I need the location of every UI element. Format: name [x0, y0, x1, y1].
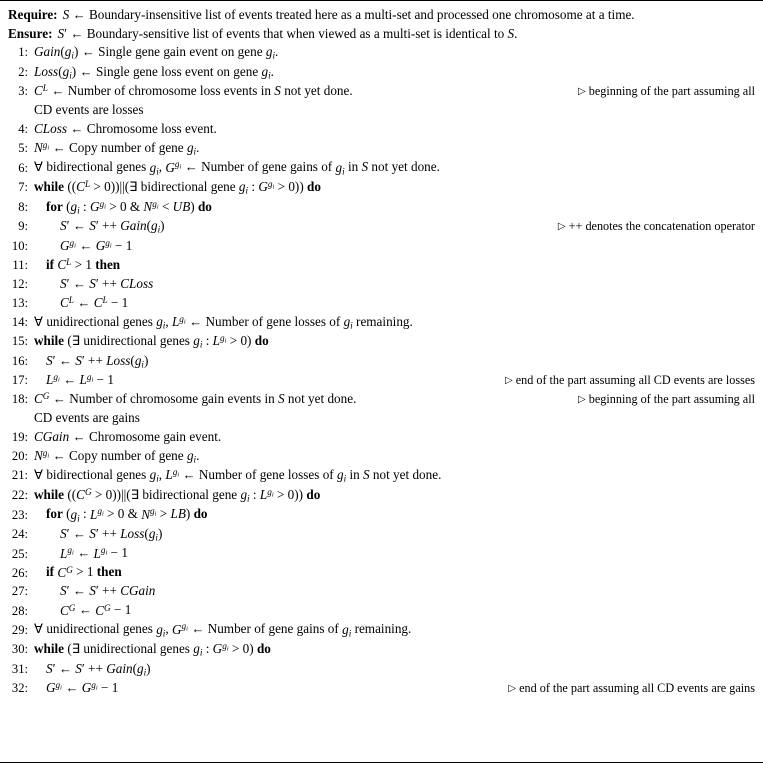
line-number: 15: [11, 334, 28, 349]
line-body: S′ ← $S' ++ Gain(g_i)$ [60, 218, 165, 235]
algorithm-line [8, 82, 755, 101]
algorithm-line [8, 294, 755, 313]
line-comment: ▷ beginning of the part assuming all [578, 84, 755, 99]
line-body: $G^{g_i}$ ← $G^{g_i} - 1$ [60, 237, 133, 253]
ensure-line [8, 25, 755, 44]
require-line [8, 6, 755, 25]
line-number: 31: [11, 661, 28, 676]
line-comment: ▷ beginning of the part assuming all [578, 392, 755, 407]
algorithm-line [8, 505, 755, 525]
line-number: 16: [11, 353, 28, 368]
line-number: 25: [11, 546, 28, 561]
line-body: $L^{g_i}$ ← $L^{g_i} - 1$ [60, 545, 128, 561]
line-body: $N^{g_i}$ ← Copy number of gene $g_i$. [34, 139, 200, 157]
line-number: 18: [11, 392, 28, 407]
algorithm-line [8, 198, 755, 218]
line-number: 32: [11, 681, 28, 696]
algorithm-line [8, 237, 755, 256]
line-body: $G^{g_i}$ ← $G^{g_i} - 1$ [46, 679, 119, 696]
line-number: 30: [11, 642, 28, 657]
line-number: 26: [11, 565, 28, 580]
line-comment: ▷ ++ denotes the concatenation operator [557, 219, 755, 234]
line-body: while (∃ unidirectional genes $g_i$ : $G^{g_i} > 0$) do [34, 640, 271, 658]
algorithm-line [8, 390, 755, 409]
line-body: CD events are gains [34, 410, 140, 426]
line-number: 24: [11, 527, 28, 541]
algorithm-line [8, 178, 755, 198]
algorithm-line [8, 428, 755, 447]
line-body: $N^{g_i}$ ← Copy number of gene $g_i$. [34, 447, 200, 465]
line-body: ∀ unidirectional genes $g_i$, $G^{g_i}$ ← Number of gene gains of $g_i$ remaining. [34, 621, 412, 638]
line-body: S′ ← S′ ++ CGain [60, 583, 156, 599]
algorithm-line [8, 466, 755, 486]
algorithm-line [8, 352, 755, 371]
line-body: S′ ← $S' ++ Gain(g_i)$ [46, 660, 151, 677]
line-body: while (($C^G$ > 0))||(∃ bidirectional gene $g_i$ : $L^{g_i} > 0$)) do [34, 486, 321, 504]
line-number: 1: [18, 45, 28, 60]
line-number: 27: [11, 584, 28, 599]
line-body: $C^L$ ← $C^L - 1$ [60, 294, 129, 310]
line-body: while (∃ unidirectional genes $g_i$ : $L^{g_i} > 0$) do [34, 333, 269, 350]
line-body: S′ ← S′ ++ CLoss [60, 275, 154, 291]
line-body: if $C^G > 1$ then [46, 564, 122, 580]
line-body: CD events are losses [34, 102, 144, 118]
line-number: 10: [11, 238, 28, 253]
algorithm-line [8, 158, 755, 178]
algorithm-line [8, 63, 755, 82]
line-body: S′ ← $S' ++ Loss(g_i)$ [60, 526, 163, 543]
line-body: ∀ bidirectional genes $g_i$, $L^{g_i}$ ← Number of gene losses of $g_i$ in S not yet done. [34, 467, 442, 484]
line-number: 5: [18, 141, 28, 156]
line-number: 21: [11, 468, 28, 483]
ensure-text: S′ ← Boundary-sensitive list of events that when viewed as a multi-set is identical to S. [57, 25, 518, 41]
line-body: ∀ unidirectional genes $g_i$, $L^{g_i}$ ← Number of gene losses of $g_i$ remaining. [34, 313, 413, 330]
line-body: $Loss(g_i)$ ← Single gene loss event on gene $g_i$. [34, 63, 274, 81]
algorithm-line [8, 660, 755, 679]
line-body: $L^{g_i}$ ← $L^{g_i} - 1$ [46, 372, 114, 388]
require-text: S ← Boundary-insensitive list of events treated here as a multi-set and processed one chromosome at a time. [62, 7, 635, 22]
line-number: 9: [18, 219, 28, 234]
algorithm-line [8, 332, 755, 352]
line-body: $C^L$ ← Number of chromosome loss events in S not yet done. [34, 83, 353, 99]
algorithm-line [8, 275, 755, 294]
line-body: for ($g_i$ : $L^{g_i} > 0$ & $N^{g_i} > LB$) do [46, 506, 208, 523]
line-number: 13: [11, 295, 28, 310]
line-body: if $C^L > 1$ then [46, 256, 121, 272]
algorithm-line [8, 601, 755, 620]
line-body: $C^G$ ← $C^G - 1$ [60, 602, 132, 618]
line-number: 6: [18, 160, 28, 175]
line-body: $Gain(g_i)$ ← Single gene gain event on gene $g_i$. [34, 44, 279, 61]
line-number: 8: [18, 199, 28, 214]
algorithm-line-continuation [8, 101, 755, 120]
algorithm-line [8, 120, 755, 139]
line-number: 3: [18, 84, 28, 99]
line-number: 19: [11, 429, 28, 444]
algorithm-line [8, 313, 755, 333]
line-body: for ($g_i$ : $G^{g_i} > 0$ & $N^{g_i} < UB$) do [46, 198, 212, 216]
line-number: 23: [11, 507, 28, 522]
algorithm-line [8, 371, 755, 390]
line-number: 14: [11, 314, 28, 329]
algorithm-line [8, 447, 755, 467]
algorithm-line [8, 43, 755, 62]
line-number: 7: [18, 180, 28, 195]
line-number: 29: [11, 622, 28, 637]
line-comment: ▷ end of the part assuming all CD events are losses [504, 373, 755, 388]
line-body: CLoss ← Chromosome loss event. [34, 121, 217, 137]
top-rule [0, 0, 763, 1]
line-body: while (($C^L$ > 0))||(∃ bidirectional gene $g_i$ : $G^{g_i} > 0$)) do [34, 179, 321, 196]
line-body: CGain ← Chromosome gain event. [34, 428, 222, 444]
line-number: 20: [11, 448, 28, 463]
algorithm-line [8, 640, 755, 660]
algorithm-line [8, 525, 755, 544]
algorithm-line [8, 544, 755, 563]
algorithm-line [8, 620, 755, 640]
algorithm-line-continuation [8, 409, 755, 428]
algorithm-line [8, 582, 755, 601]
line-number: 2: [18, 64, 28, 79]
algorithm-line [8, 139, 755, 159]
algorithm-line [8, 256, 755, 275]
ensure-label: Ensure: [8, 25, 53, 41]
algorithm-line [8, 679, 755, 698]
require-label: Require: [8, 7, 58, 22]
line-number: 22: [11, 488, 28, 503]
algorithm-line [8, 217, 755, 236]
line-body: $C^G$ ← Number of chromosome gain events in S not yet done. [34, 391, 357, 407]
line-number: 17: [11, 373, 28, 388]
line-number: 28: [11, 603, 28, 618]
algorithm-line [8, 486, 755, 506]
line-number: 12: [11, 276, 28, 291]
line-body: ∀ bidirectional genes $g_i$, $G^{g_i}$ ← Number of gene gains of $g_i$ in S not yet done. [34, 159, 440, 176]
line-comment: ▷ end of the part assuming all CD events are gains [508, 681, 755, 696]
line-number: 11: [12, 257, 28, 272]
line-body: S′ ← $S' ++ Loss(g_i)$ [46, 352, 149, 369]
line-number: 4: [18, 122, 28, 137]
algorithm-line [8, 563, 755, 582]
